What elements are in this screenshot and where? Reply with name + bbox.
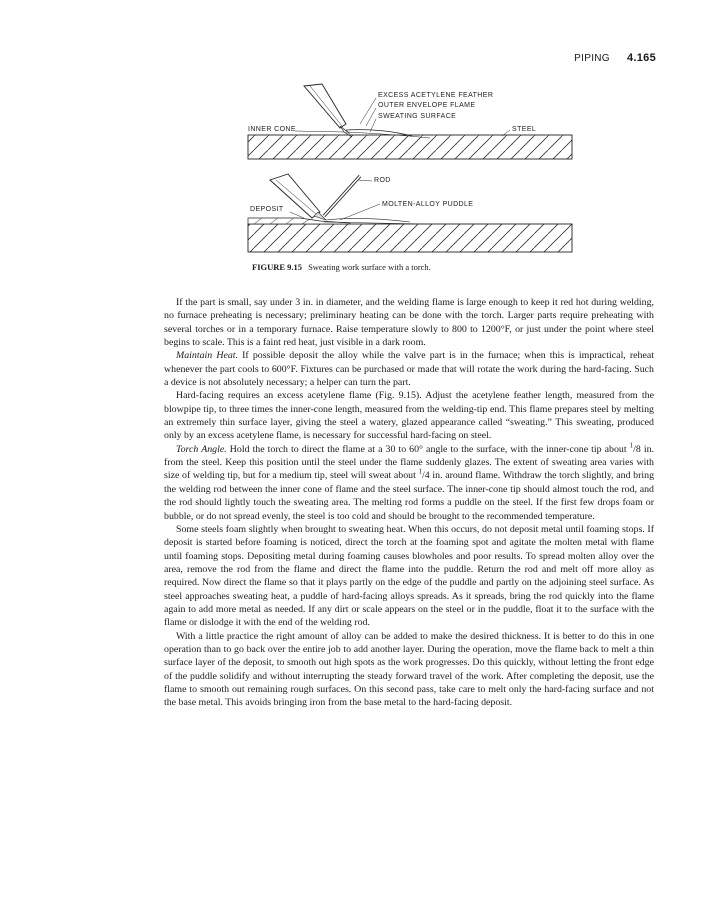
fraction-denominator-2: /4 xyxy=(422,470,430,482)
fraction-numerator-2: 1 xyxy=(418,468,423,477)
paragraph-maintain-heat xyxy=(164,349,654,389)
paragraph-excess-acetylene: Hard-facing requires an excess acetylene flame (Fig. 9.15). Adjust the acetylene feather length, measured from the blowpipe tip, to three times the inner-cone length, measured from the welding-tip end. This flame prepares steel by melting an extremely thin surface layer, giving the steel a watery, glazed appearance called “sweating.” This sweating, produced only by an excess acetylene flame, is necessary for successful hard-facing on steel. xyxy=(164,390,654,442)
page-number: 4.165 xyxy=(626,52,656,64)
label-steel: STEEL xyxy=(512,126,537,133)
torch-bottom xyxy=(270,174,326,220)
paragraph-foaming: Some steels foam slightly when brought to sweating heat. When this occurs, do not deposit metal until foaming stops. If deposit is started before foaming is noticed, direct the torch at the foaming spot and agitate the molten metal with flame until foaming stops. Depositing metal during foaming causes blowholes and poor results. To spread molten alloy over the area, remove the rod from the flame and direct the flame into the puddle. Return the rod and melt off more alloy as required. Now direct the flame so that it plays partly on the edge of the puddle and partly on the adjoining steel surface. As steel approaches sweating heat, a puddle of hard-facing alloys spreads. As it spreads, bring the rod quickly into the flame again to add more metal as needed. If any dirt or scale appears on the steel or in the puddle, float it to the surface with the flame or dislodge it with the end of the welding rod. xyxy=(164,523,654,629)
label-deposit: DEPOSIT xyxy=(250,206,284,213)
steel-plate-top xyxy=(248,135,572,159)
runin-maintain-heat: Maintain Heat. xyxy=(176,350,238,362)
paragraph-preheating: If the part is small, say under 3 in. in diameter, and the welding flame is large enough to keep it red hot during welding, no furnace preheating is necessary; preliminary heating can be done with the torch. Larger parts require preheating with several torches or in a temporary furnace. Raise temperature slowly to 800 to 1200°F, or just under the point where steel begins to scale. This is a faint red heat, just visible in a dark room. xyxy=(164,297,654,349)
fraction-numerator-1: 1 xyxy=(629,441,634,450)
paragraph-torch-angle xyxy=(164,443,654,523)
label-rod: ROD xyxy=(374,177,391,184)
figure-9-15 xyxy=(240,80,580,260)
torch-angle-text-c: in. around flame. Withdraw the torch slightly, and bring the welding rod between the inner cone of flame and the steel surface. The inner-cone tip should almost touch the rod, and the rod should lightly touch the sweating area. The melting rod forms a puddle on the steel. If the first few drops foam or bubble, or do not spread evenly, the steel is too cold and should be brought to the recommended temperature. xyxy=(164,470,655,522)
label-excess-acetylene-feather: EXCESS ACETYLENE FEATHER xyxy=(378,92,494,99)
welding-rod xyxy=(324,176,360,216)
torch-angle-text-b: in. from the steel. Keep this position until the steel under the flame suddenly glazes. The extent of sweating area varies with size of welding tip, but for a medium tip, steel will sweat about xyxy=(164,443,655,482)
runin-torch-angle: Torch Angle. xyxy=(176,443,227,455)
label-sweating-surface: SWEATING SURFACE xyxy=(378,113,457,120)
caption-number: FIGURE 9.15 xyxy=(252,262,303,272)
torch-angle-text-a: Hold the torch to direct the flame at a 30 to 60° angle to the surface, with the inner-cone tip about xyxy=(229,443,627,455)
label-molten-alloy-puddle: MOLTEN-ALLOY PUDDLE xyxy=(382,201,474,208)
caption-text: Sweating work surface with a torch. xyxy=(308,262,431,272)
fraction-denominator-1: /8 xyxy=(633,443,641,455)
figure-caption xyxy=(252,262,431,272)
body-text xyxy=(164,296,654,710)
section-title: PIPING xyxy=(574,53,610,64)
paragraph-practice: With a little practice the right amount of alloy can be added to make the desired thickness. It is better to do this in one operation than to go back over the entire job to add another layer. During the operation, move the flame back to melt a thin surface layer of the deposit, to smooth out high spots as the work progresses. Do this quickly, without letting the front edge of the puddle solidify and without interrupting the steady forward travel of the work. After completing the deposit, use the flame to smooth out remaining rough surfaces. On this second pass, take care to melt only the hard-facing surface and not the base metal. This avoids bringing iron from the base metal to the hard-facing deposit. xyxy=(164,630,654,709)
label-inner-cone: INNER CONE xyxy=(248,126,296,133)
paragraph-maintain-heat-text: If possible deposit the alloy while the valve part is in the furnace; when this is impractical, reheat whenever the part cools to 600°F. Fixtures can be purchased or made that will rotate the work during the hard-facing. Such a device is not absolutely necessary; a helper can turn the part. xyxy=(164,350,655,389)
label-outer-envelope-flame: OUTER ENVELOPE FLAME xyxy=(378,102,476,109)
running-head xyxy=(574,52,656,64)
steel-plate-bottom xyxy=(248,224,572,252)
